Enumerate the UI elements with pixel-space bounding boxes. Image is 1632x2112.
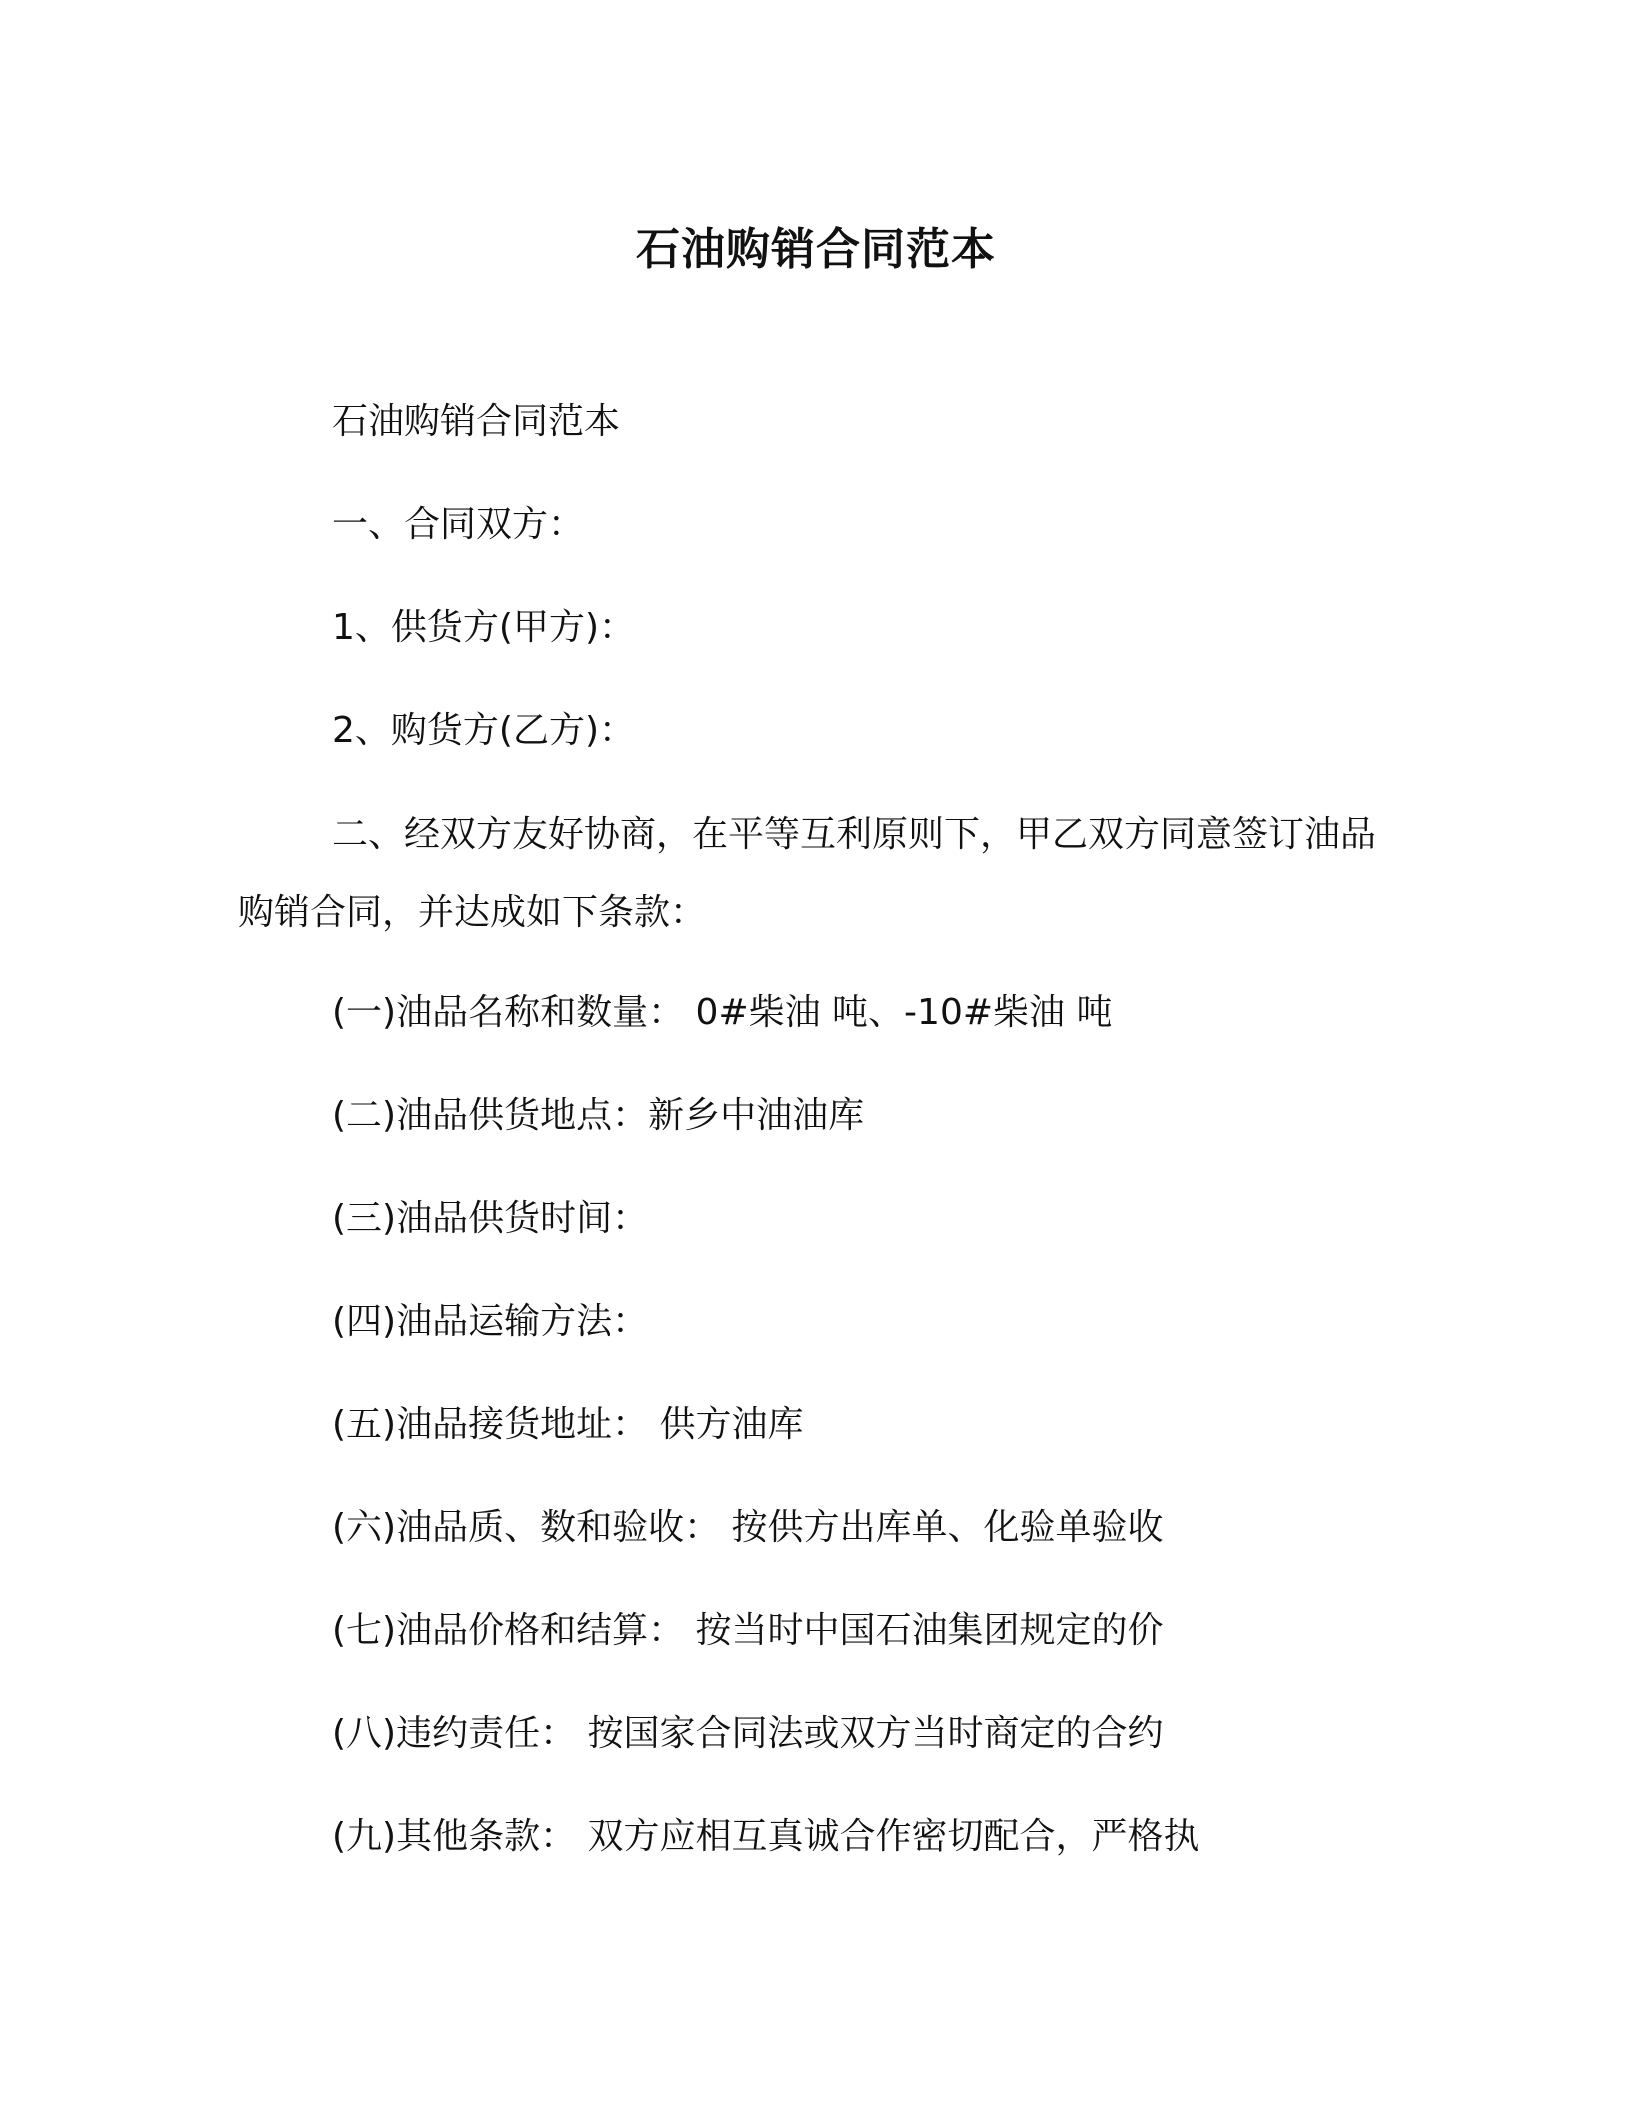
clause-3-supply-time: (三)油品供货时间： (332, 1198, 649, 1239)
clause-7-price-settlement: (七)油品价格和结算： 按当时中国石油集团规定的价 (332, 1610, 1164, 1651)
clause-2-supply-location: (二)油品供货地点：新乡中油油库 (332, 1095, 865, 1136)
clause-6-quality-acceptance: (六)油品质、数和验收： 按供方出库单、化验单验收 (332, 1507, 1164, 1548)
subtitle-line: 石油购销合同范本 (332, 401, 621, 442)
clause-8-liability: (八)违约责任： 按国家合同法或双方当时商定的合约 (332, 1713, 1164, 1754)
clause-4-transport-method: (四)油品运输方法： (332, 1301, 649, 1342)
agreement-paragraph: 二、经双方友好协商，在平等互利原则下，甲乙双方同意签订油品购销合同，并达成如下条款： (238, 814, 1377, 933)
document-title: 石油购销合同范本 (636, 224, 996, 275)
clause-1-product-quantity: (一)油品名称和数量： 0#柴油 吨、-10#柴油 吨 (332, 992, 1113, 1033)
clause-9-other-terms: (九)其他条款： 双方应相互真诚合作密切配合，严格执 (332, 1816, 1200, 1857)
clause-5-delivery-address: (五)油品接货地址： 供方油库 (332, 1404, 804, 1445)
supplier-line: 1、供货方(甲方)： (332, 607, 635, 648)
buyer-line: 2、购货方(乙方)： (332, 710, 635, 751)
section-parties-heading: 一、合同双方： (332, 504, 585, 545)
